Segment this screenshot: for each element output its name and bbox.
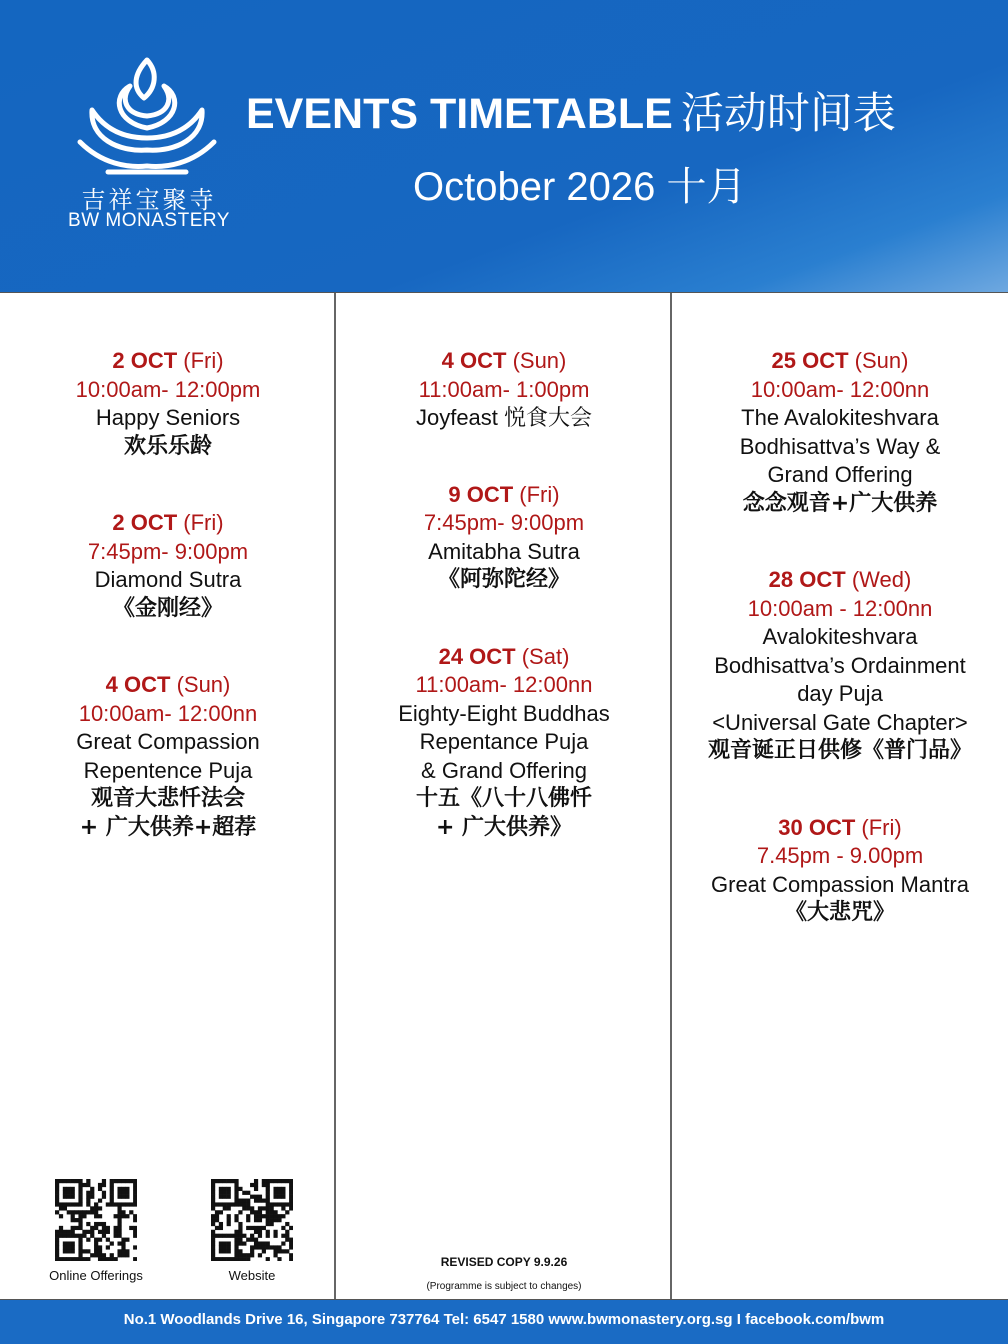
event-date (2, 347, 334, 376)
page-subtitle: October 2026 十月 (413, 165, 747, 209)
event-entry (2, 509, 334, 623)
event-entry (2, 347, 334, 461)
event-title-line: Repentence Puja (83, 757, 253, 783)
event-title-line: & Grand Offering (421, 757, 587, 783)
event-time: 11:00am- 12:00nn (415, 672, 593, 697)
event-weekday: (Sun) (512, 348, 567, 373)
event-date-day-month: 24 OCT (438, 643, 516, 669)
event-chinese-title-line: 念念观音+广大供养 (742, 490, 938, 516)
event-time: 11:00am- 1:00pm (418, 376, 590, 402)
event-date (338, 347, 670, 376)
event-entry (338, 347, 670, 433)
event-title-line: Joyfeast 悦食大会 (415, 405, 593, 430)
qr-online-offerings[interactable] (44, 1179, 148, 1283)
logo-chinese-name: 吉祥宝聚寺 (81, 186, 217, 214)
qr-website[interactable] (200, 1179, 304, 1283)
event-date (674, 347, 1006, 376)
event-date-day-month: 4 OCT (105, 672, 171, 697)
footer-contact-bar: No.1 Woodlands Drive 16, Singapore 737764 Tel: 6547 1580 www.bwmonastery.org.sg I facebook.com/bwm (0, 1300, 1008, 1344)
monastery-logo (64, 52, 234, 231)
event-date (2, 509, 334, 538)
event-title-line: <Universal Gate Chapter> (712, 709, 968, 735)
event-date (674, 814, 1006, 843)
column-divider (670, 293, 672, 1299)
event-chinese-title-line: 观音大悲忏法会 (90, 786, 245, 811)
event-entry (338, 643, 670, 843)
event-title-line: day Puja (797, 681, 883, 706)
event-date (2, 671, 334, 700)
column-divider (334, 293, 336, 1299)
event-weekday: (Fri) (183, 510, 224, 535)
event-title-line: Great Compassion Mantra (711, 871, 969, 897)
event-entry (338, 481, 670, 595)
qr-caption: Website (228, 1268, 276, 1283)
revision-label: REVISED COPY 9.9.26 (440, 1255, 568, 1269)
event-time: 10:00am- 12:00pm (75, 376, 261, 402)
qr-caption: Online Offerings (49, 1268, 143, 1283)
event-chinese-title-line: 《大悲咒》 (784, 900, 895, 925)
event-title-line: Grand Offering (767, 462, 913, 487)
event-title-line: Eighty-Eight Buddhas (398, 700, 610, 726)
event-weekday: (Wed) (851, 567, 912, 592)
title-chinese: 活动时间表 (680, 89, 896, 139)
event-weekday: (Fri) (861, 814, 902, 840)
event-title-line: Happy Seniors (95, 405, 241, 430)
event-weekday: (Sun) (176, 672, 231, 697)
event-time: 10:00am- 12:00nn (78, 700, 258, 726)
event-date-day-month: 28 OCT (768, 567, 846, 592)
event-chinese-title-line: 《金刚经》 (112, 595, 223, 621)
event-date-day-month: 25 OCT (771, 348, 849, 373)
event-date-day-month: 2 OCT (112, 348, 178, 373)
programme-note: (Programme is subject to changes) (426, 1281, 582, 1292)
page-title (246, 84, 896, 144)
column-1 (2, 347, 334, 890)
qr-code-icon (55, 1179, 137, 1261)
event-date-day-month: 2 OCT (112, 510, 178, 535)
event-chinese-title-line: 欢乐乐龄 (123, 433, 212, 459)
event-time: 10:00am- 12:00nn (750, 376, 930, 402)
event-title-line: Avalokiteshvara (762, 624, 918, 649)
event-date-day-month: 4 OCT (441, 348, 507, 373)
event-title-line: Bodhisattva’s Ordainment (714, 652, 966, 678)
qr-code-icon (211, 1179, 293, 1261)
timetable-grid (0, 292, 1008, 1300)
title-english: EVENTS TIMETABLE (246, 90, 673, 138)
event-time: 7:45pm- 9:00pm (423, 510, 585, 535)
event-time: 7:45pm- 9:00pm (87, 538, 249, 564)
event-weekday: (Sat) (521, 643, 570, 669)
event-weekday: (Fri) (183, 348, 224, 373)
event-date-day-month: 30 OCT (778, 814, 856, 840)
event-entry (2, 671, 334, 842)
event-date (674, 566, 1006, 595)
event-chinese-title-line: + 广大供养》 (435, 814, 573, 840)
event-entry (674, 566, 1006, 766)
event-chinese-title-line: + 广大供养+超荐 (79, 814, 257, 840)
event-chinese-title-line: 观音诞正日供修《普门品》 (707, 738, 972, 763)
event-time: 7.45pm - 9.00pm (756, 843, 924, 868)
event-weekday: (Sun) (854, 348, 909, 373)
event-date-day-month: 9 OCT (448, 481, 514, 507)
column-2 (338, 347, 670, 890)
event-entry (674, 814, 1006, 928)
event-title-line: The Avalokiteshvara (741, 405, 939, 430)
event-title-line: Repentance Puja (419, 729, 589, 754)
event-title-line: Great Compassion (76, 729, 260, 754)
event-chinese-title-line: 《阿弥陀经》 (437, 567, 570, 592)
event-date (338, 481, 670, 510)
event-title-line: Diamond Sutra (94, 567, 242, 592)
event-date (338, 643, 670, 672)
event-title-line: Bodhisattva’s Way & (739, 433, 941, 459)
event-entry (674, 347, 1006, 518)
lotus-icon (72, 52, 222, 176)
event-time: 10:00am - 12:00nn (747, 595, 933, 621)
header-banner (0, 0, 1008, 292)
event-weekday: (Fri) (519, 481, 560, 507)
event-chinese-title-line: 十五《八十八佛忏 (415, 786, 592, 811)
column-3 (674, 347, 1006, 976)
event-title-line: Amitabha Sutra (428, 538, 580, 564)
logo-english-name: BW MONASTERY (68, 210, 230, 231)
